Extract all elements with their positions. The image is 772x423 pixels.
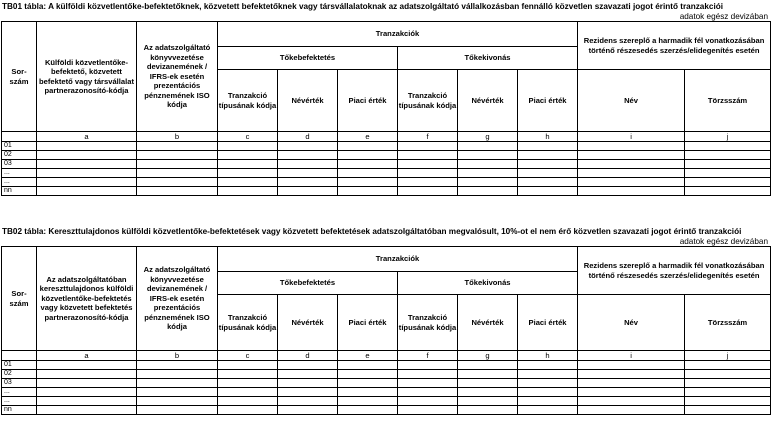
data-cell[interactable] [518, 388, 578, 397]
resident-header: Rezidens szereplő a harmadik fél vonatkozásában történő részesedés szerzés/elidegenítés esetén [578, 22, 771, 70]
data-cell[interactable] [685, 142, 771, 151]
data-cell[interactable] [578, 187, 685, 196]
data-cell[interactable] [458, 388, 518, 397]
data-cell[interactable] [278, 397, 338, 406]
column-letter: e [338, 132, 398, 142]
data-cell[interactable] [518, 397, 578, 406]
data-cell[interactable] [37, 370, 137, 379]
column-letter: i [578, 132, 685, 142]
column-letter: j [685, 132, 771, 142]
column-letter: c [218, 351, 278, 361]
data-cell[interactable] [458, 370, 518, 379]
data-cell[interactable] [218, 370, 278, 379]
data-cell[interactable] [37, 169, 137, 178]
row-number: 02 [2, 370, 37, 379]
data-cell[interactable] [518, 361, 578, 370]
data-cell[interactable] [338, 178, 398, 187]
column-letter: c [218, 132, 278, 142]
data-cell[interactable] [37, 406, 137, 415]
currency-header: Az adatszolgáltató könyvvezetése devizanemének / IFRS-ek esetén prezentációs pénznemének ISO kódja [137, 247, 218, 351]
data-cell[interactable] [218, 379, 278, 388]
table1 [1, 21, 771, 196]
data-cell[interactable] [37, 142, 137, 151]
column-letter: d [278, 132, 338, 142]
data-cell[interactable] [398, 178, 458, 187]
data-cell[interactable] [137, 160, 218, 169]
market-value-header: Piaci érték [518, 295, 578, 351]
data-cell[interactable] [458, 187, 518, 196]
sorszam-header: Sor-szám [2, 247, 37, 351]
data-cell[interactable] [278, 187, 338, 196]
column-letter: g [458, 132, 518, 142]
partner-id-header: Az adatszolgáltatóban kereszttulajdonos külföldi közvetlentőke-befektetés vagy közvetett befektetés partnerazonosító-kódja [37, 247, 137, 351]
data-cell[interactable] [458, 361, 518, 370]
table2-unit-note: adatok egész devizában [679, 237, 768, 246]
data-cell[interactable] [137, 406, 218, 415]
data-cell[interactable] [37, 178, 137, 187]
transaction-type-header: Tranzakció típusának kódja [398, 295, 458, 351]
data-cell[interactable] [278, 169, 338, 178]
market-value-header: Piaci érték [338, 70, 398, 132]
data-cell[interactable] [398, 169, 458, 178]
column-letter: f [398, 351, 458, 361]
data-cell[interactable] [458, 178, 518, 187]
row-number: ... [2, 397, 37, 406]
data-cell[interactable] [518, 187, 578, 196]
data-cell[interactable] [278, 370, 338, 379]
data-cell[interactable] [458, 160, 518, 169]
data-cell[interactable] [37, 187, 137, 196]
registry-number-header: Törzsszám [685, 295, 771, 351]
data-cell[interactable] [278, 406, 338, 415]
data-cell[interactable] [338, 370, 398, 379]
data-cell[interactable] [685, 187, 771, 196]
data-cell[interactable] [578, 169, 685, 178]
table2 [1, 246, 771, 415]
data-cell[interactable] [37, 397, 137, 406]
data-cell[interactable] [518, 370, 578, 379]
data-cell[interactable] [137, 397, 218, 406]
data-cell[interactable] [458, 397, 518, 406]
data-cell[interactable] [398, 160, 458, 169]
data-cell[interactable] [137, 151, 218, 160]
name-header: Név [578, 295, 685, 351]
market-value-header: Piaci érték [338, 295, 398, 351]
column-letter: g [458, 351, 518, 361]
data-cell[interactable] [137, 142, 218, 151]
data-cell[interactable] [278, 388, 338, 397]
data-cell[interactable] [578, 160, 685, 169]
data-cell[interactable] [518, 151, 578, 160]
data-cell[interactable] [37, 361, 137, 370]
data-cell[interactable] [137, 178, 218, 187]
data-cell[interactable] [218, 178, 278, 187]
data-cell[interactable] [578, 379, 685, 388]
data-cell[interactable] [338, 187, 398, 196]
data-cell[interactable] [458, 142, 518, 151]
data-cell[interactable] [685, 406, 771, 415]
data-cell[interactable] [218, 169, 278, 178]
row-number: ... [2, 178, 37, 187]
data-cell[interactable] [578, 178, 685, 187]
data-cell[interactable] [338, 388, 398, 397]
data-cell[interactable] [518, 160, 578, 169]
data-cell[interactable] [578, 397, 685, 406]
data-cell[interactable] [338, 406, 398, 415]
data-cell[interactable] [218, 151, 278, 160]
column-letter: a [37, 351, 137, 361]
withdrawal-header: Tőkekivonás [398, 272, 578, 295]
table1-unit-note: adatok egész devizában [679, 12, 768, 21]
data-cell[interactable] [338, 397, 398, 406]
table2-title: TB02 tábla: Kereszttulajdonos külföldi közvetlentőke-befektetések vagy közvetett befektetések adatszolgáltatóban megvalósult, 10%-ot el nem érő közvetlen szavazati jogot érintő tranzakciói [2, 227, 742, 236]
data-cell[interactable] [685, 151, 771, 160]
data-cell[interactable] [578, 406, 685, 415]
data-cell[interactable] [338, 169, 398, 178]
data-cell[interactable] [518, 169, 578, 178]
data-cell[interactable] [685, 169, 771, 178]
row-number: nn [2, 406, 37, 415]
column-letter: e [338, 351, 398, 361]
data-cell[interactable] [578, 361, 685, 370]
data-cell[interactable] [37, 379, 137, 388]
data-cell[interactable] [685, 160, 771, 169]
data-cell[interactable] [137, 187, 218, 196]
data-cell[interactable] [578, 370, 685, 379]
data-cell[interactable] [278, 160, 338, 169]
data-cell[interactable] [685, 379, 771, 388]
data-cell[interactable] [218, 160, 278, 169]
data-cell[interactable] [578, 151, 685, 160]
data-cell[interactable] [398, 187, 458, 196]
data-cell[interactable] [278, 361, 338, 370]
sorszam-header: Sor-szám [2, 22, 37, 132]
data-cell[interactable] [458, 379, 518, 388]
column-letter: d [278, 351, 338, 361]
row-number: 03 [2, 160, 37, 169]
data-cell[interactable] [578, 388, 685, 397]
row-number: 01 [2, 361, 37, 370]
data-cell[interactable] [137, 370, 218, 379]
data-cell[interactable] [137, 169, 218, 178]
data-cell[interactable] [218, 187, 278, 196]
transactions-header: Tranzakciók [218, 247, 578, 272]
data-cell[interactable] [338, 361, 398, 370]
data-cell[interactable] [518, 142, 578, 151]
nominal-value-header: Névérték [458, 70, 518, 132]
column-letter: f [398, 132, 458, 142]
data-cell[interactable] [398, 397, 458, 406]
transactions-header: Tranzakciók [218, 22, 578, 47]
row-number: ... [2, 388, 37, 397]
data-cell[interactable] [278, 178, 338, 187]
data-cell[interactable] [338, 151, 398, 160]
data-cell[interactable] [37, 388, 137, 397]
resident-header: Rezidens szereplő a harmadik fél vonatkozásában történő részesedés szerzés/elidegenítés esetén [578, 247, 771, 295]
data-cell[interactable] [685, 361, 771, 370]
data-cell[interactable] [398, 370, 458, 379]
row-number: 03 [2, 379, 37, 388]
data-cell[interactable] [685, 370, 771, 379]
transaction-type-header: Tranzakció típusának kódja [218, 70, 278, 132]
row-number: nn [2, 187, 37, 196]
registry-number-header: Törzsszám [685, 70, 771, 132]
nominal-value-header: Névérték [278, 295, 338, 351]
row-number: ... [2, 169, 37, 178]
row-number: 01 [2, 142, 37, 151]
investment-header: Tőkebefektetés [218, 47, 398, 70]
data-cell[interactable] [218, 142, 278, 151]
data-cell[interactable] [398, 151, 458, 160]
column-letter: i [578, 351, 685, 361]
data-cell[interactable] [685, 388, 771, 397]
data-cell[interactable] [685, 178, 771, 187]
data-cell[interactable] [137, 379, 218, 388]
data-cell[interactable] [338, 142, 398, 151]
nominal-value-header: Névérték [278, 70, 338, 132]
data-cell[interactable] [218, 397, 278, 406]
nominal-value-header: Névérték [458, 295, 518, 351]
data-cell[interactable] [278, 142, 338, 151]
column-letter: h [518, 351, 578, 361]
blank-cell [2, 351, 37, 361]
data-cell[interactable] [458, 169, 518, 178]
market-value-header: Piaci érték [518, 70, 578, 132]
table1-title: TB01 tábla: A külföldi közvetlentőke-befektetőknek, közvetett befektetőknek vagy társvállalatoknak az adatszolgáltató vállalkozásban fennálló közvetlen szavazati jogot érintő tranzakciói [2, 2, 724, 11]
data-cell[interactable] [518, 178, 578, 187]
data-cell[interactable] [685, 397, 771, 406]
row-number: 02 [2, 151, 37, 160]
transaction-type-header: Tranzakció típusának kódja [218, 295, 278, 351]
data-cell[interactable] [458, 151, 518, 160]
transaction-type-header: Tranzakció típusának kódja [398, 70, 458, 132]
data-cell[interactable] [458, 406, 518, 415]
column-letter: h [518, 132, 578, 142]
currency-header: Az adatszolgáltató könyvvezetése devizanemének / IFRS-ek esetén prezentációs pénznemének ISO kódja [137, 22, 218, 132]
data-cell[interactable] [37, 151, 137, 160]
data-cell[interactable] [518, 406, 578, 415]
column-letter: j [685, 351, 771, 361]
data-cell[interactable] [37, 160, 137, 169]
data-cell[interactable] [338, 160, 398, 169]
column-letter: a [37, 132, 137, 142]
data-cell[interactable] [338, 379, 398, 388]
data-cell[interactable] [398, 388, 458, 397]
name-header: Név [578, 70, 685, 132]
data-cell[interactable] [218, 388, 278, 397]
data-cell[interactable] [137, 361, 218, 370]
withdrawal-header: Tőkekivonás [398, 47, 578, 70]
data-cell[interactable] [278, 379, 338, 388]
data-cell[interactable] [398, 361, 458, 370]
column-letter: b [137, 351, 218, 361]
data-cell[interactable] [218, 406, 278, 415]
partner-id-header: Külföldi közvetlentőke-befektető, közvetett befektető vagy társvállalat partnerazonosító-kódja [37, 22, 137, 132]
data-cell[interactable] [398, 142, 458, 151]
data-cell[interactable] [278, 151, 338, 160]
data-cell[interactable] [398, 379, 458, 388]
investment-header: Tőkebefektetés [218, 272, 398, 295]
data-cell[interactable] [398, 406, 458, 415]
data-cell[interactable] [518, 379, 578, 388]
data-cell[interactable] [578, 142, 685, 151]
data-cell[interactable] [218, 361, 278, 370]
column-letter: b [137, 132, 218, 142]
data-cell[interactable] [137, 388, 218, 397]
blank-cell [2, 132, 37, 142]
